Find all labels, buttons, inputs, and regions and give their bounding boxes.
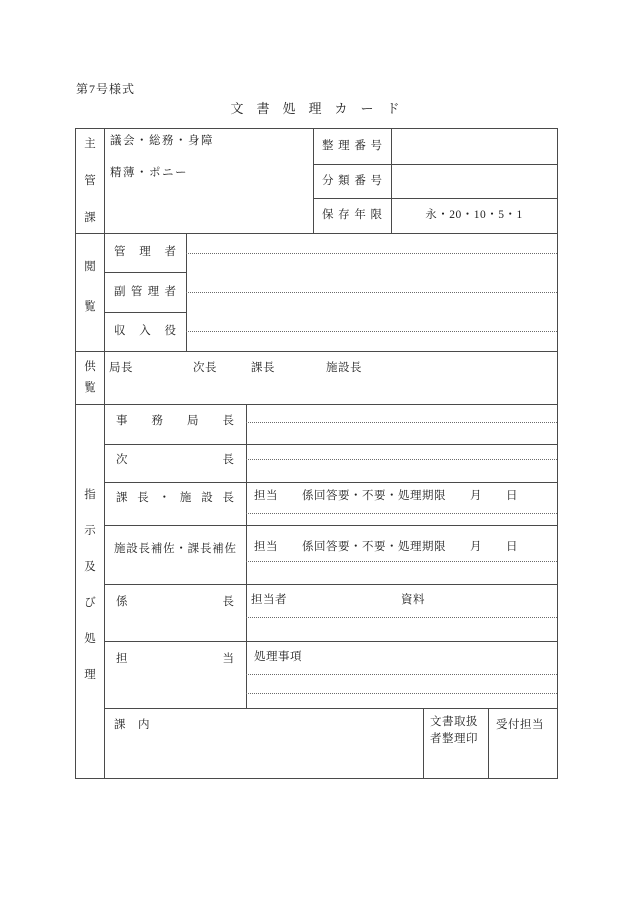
document-handler-stamp-label: 文書取扱者整理印 [430,716,478,745]
dotted-fill-line [246,617,557,618]
grid-line-h [104,482,557,483]
field-value-reference-number [391,129,557,164]
section-label-etsuran: 閲覧 [84,261,96,313]
grid-line-h [76,351,557,352]
staff-in-charge-label: 担当者 [251,594,287,606]
field-label-classification-number: 分類番号 [322,175,382,187]
field-label-retention-period: 保存年限 [322,209,382,221]
field-value-classification-number [391,164,557,198]
form-number: 第7号様式 [76,82,136,96]
field-value-retention-period: 永・20・10・5・1 [425,209,523,221]
page-title: 文書処理カード [230,101,413,116]
dotted-fill-line [186,292,557,293]
grid-line-h [104,584,557,585]
grid-line-v [423,708,424,778]
form-table [75,128,558,779]
instruction-row-label-section-facility-chief: 課長・施設長 [116,492,234,504]
circulation-item-facility-chief: 施設長 [326,362,362,374]
instruction-row-label-secretary-general: 事務局長 [116,415,234,427]
department-line-1: 議会・総務・身障 [110,135,214,147]
instruction-row-label-assistant-chiefs: 施設長補佐・課長補佐 [114,543,236,555]
section-kyoran-label-cell [76,351,104,404]
review-row-label-treasurer: 収入役 [114,325,176,337]
grid-line-h [76,404,557,405]
instruction-note-deadline-2: 担当 係回答要・不要・処理期限 月 日 [254,541,518,553]
dotted-fill-line [246,561,557,562]
instruction-row-label-chief-clerk: 係長 [116,596,234,608]
review-row-label-manager: 管理者 [114,246,176,258]
instruction-note-deadline-1: 担当 係回答要・不要・処理期限 月 日 [254,490,518,502]
dotted-fill-line [246,693,557,694]
grid-line-h [104,641,557,642]
processing-items-label: 処理事項 [254,651,302,663]
reception-in-charge-label: 受付担当 [496,719,544,731]
instruction-row-label-deputy-chief: 次長 [116,454,234,466]
circulation-item-section-chief: 課長 [251,362,275,374]
dotted-fill-line [246,513,557,514]
section-label-shiji: 指示及び処理 [84,489,96,681]
dotted-fill-line [246,459,557,460]
review-row-label-deputy-manager: 副管理者 [114,286,176,298]
section-shukan-label-cell [76,129,104,233]
dotted-fill-line [246,422,557,423]
dotted-fill-line [246,674,557,675]
grid-line-h [104,444,557,445]
field-label-reference-number: 整理番号 [322,140,382,152]
grid-line-h [104,525,557,526]
section-label-kyoran: 供覧 [84,360,96,394]
circulation-item-deputy-chief: 次長 [193,362,217,374]
material-label: 資料 [401,594,425,606]
circulation-item-bureau-chief: 局長 [109,362,133,374]
dotted-fill-line [186,331,557,332]
instruction-row-label-person-in-charge: 担当 [116,653,234,665]
in-section-label: 課 内 [114,719,150,731]
dotted-fill-line [186,253,557,254]
grid-line-h [104,708,557,709]
section-label-shukanka: 主管課 [84,137,96,224]
section-etsuran-label-cell [76,233,104,351]
department-line-2: 精薄・ポニー [110,167,188,179]
grid-line-v [246,404,247,708]
section-shiji-label-cell [76,404,104,778]
grid-line-v [488,708,489,778]
